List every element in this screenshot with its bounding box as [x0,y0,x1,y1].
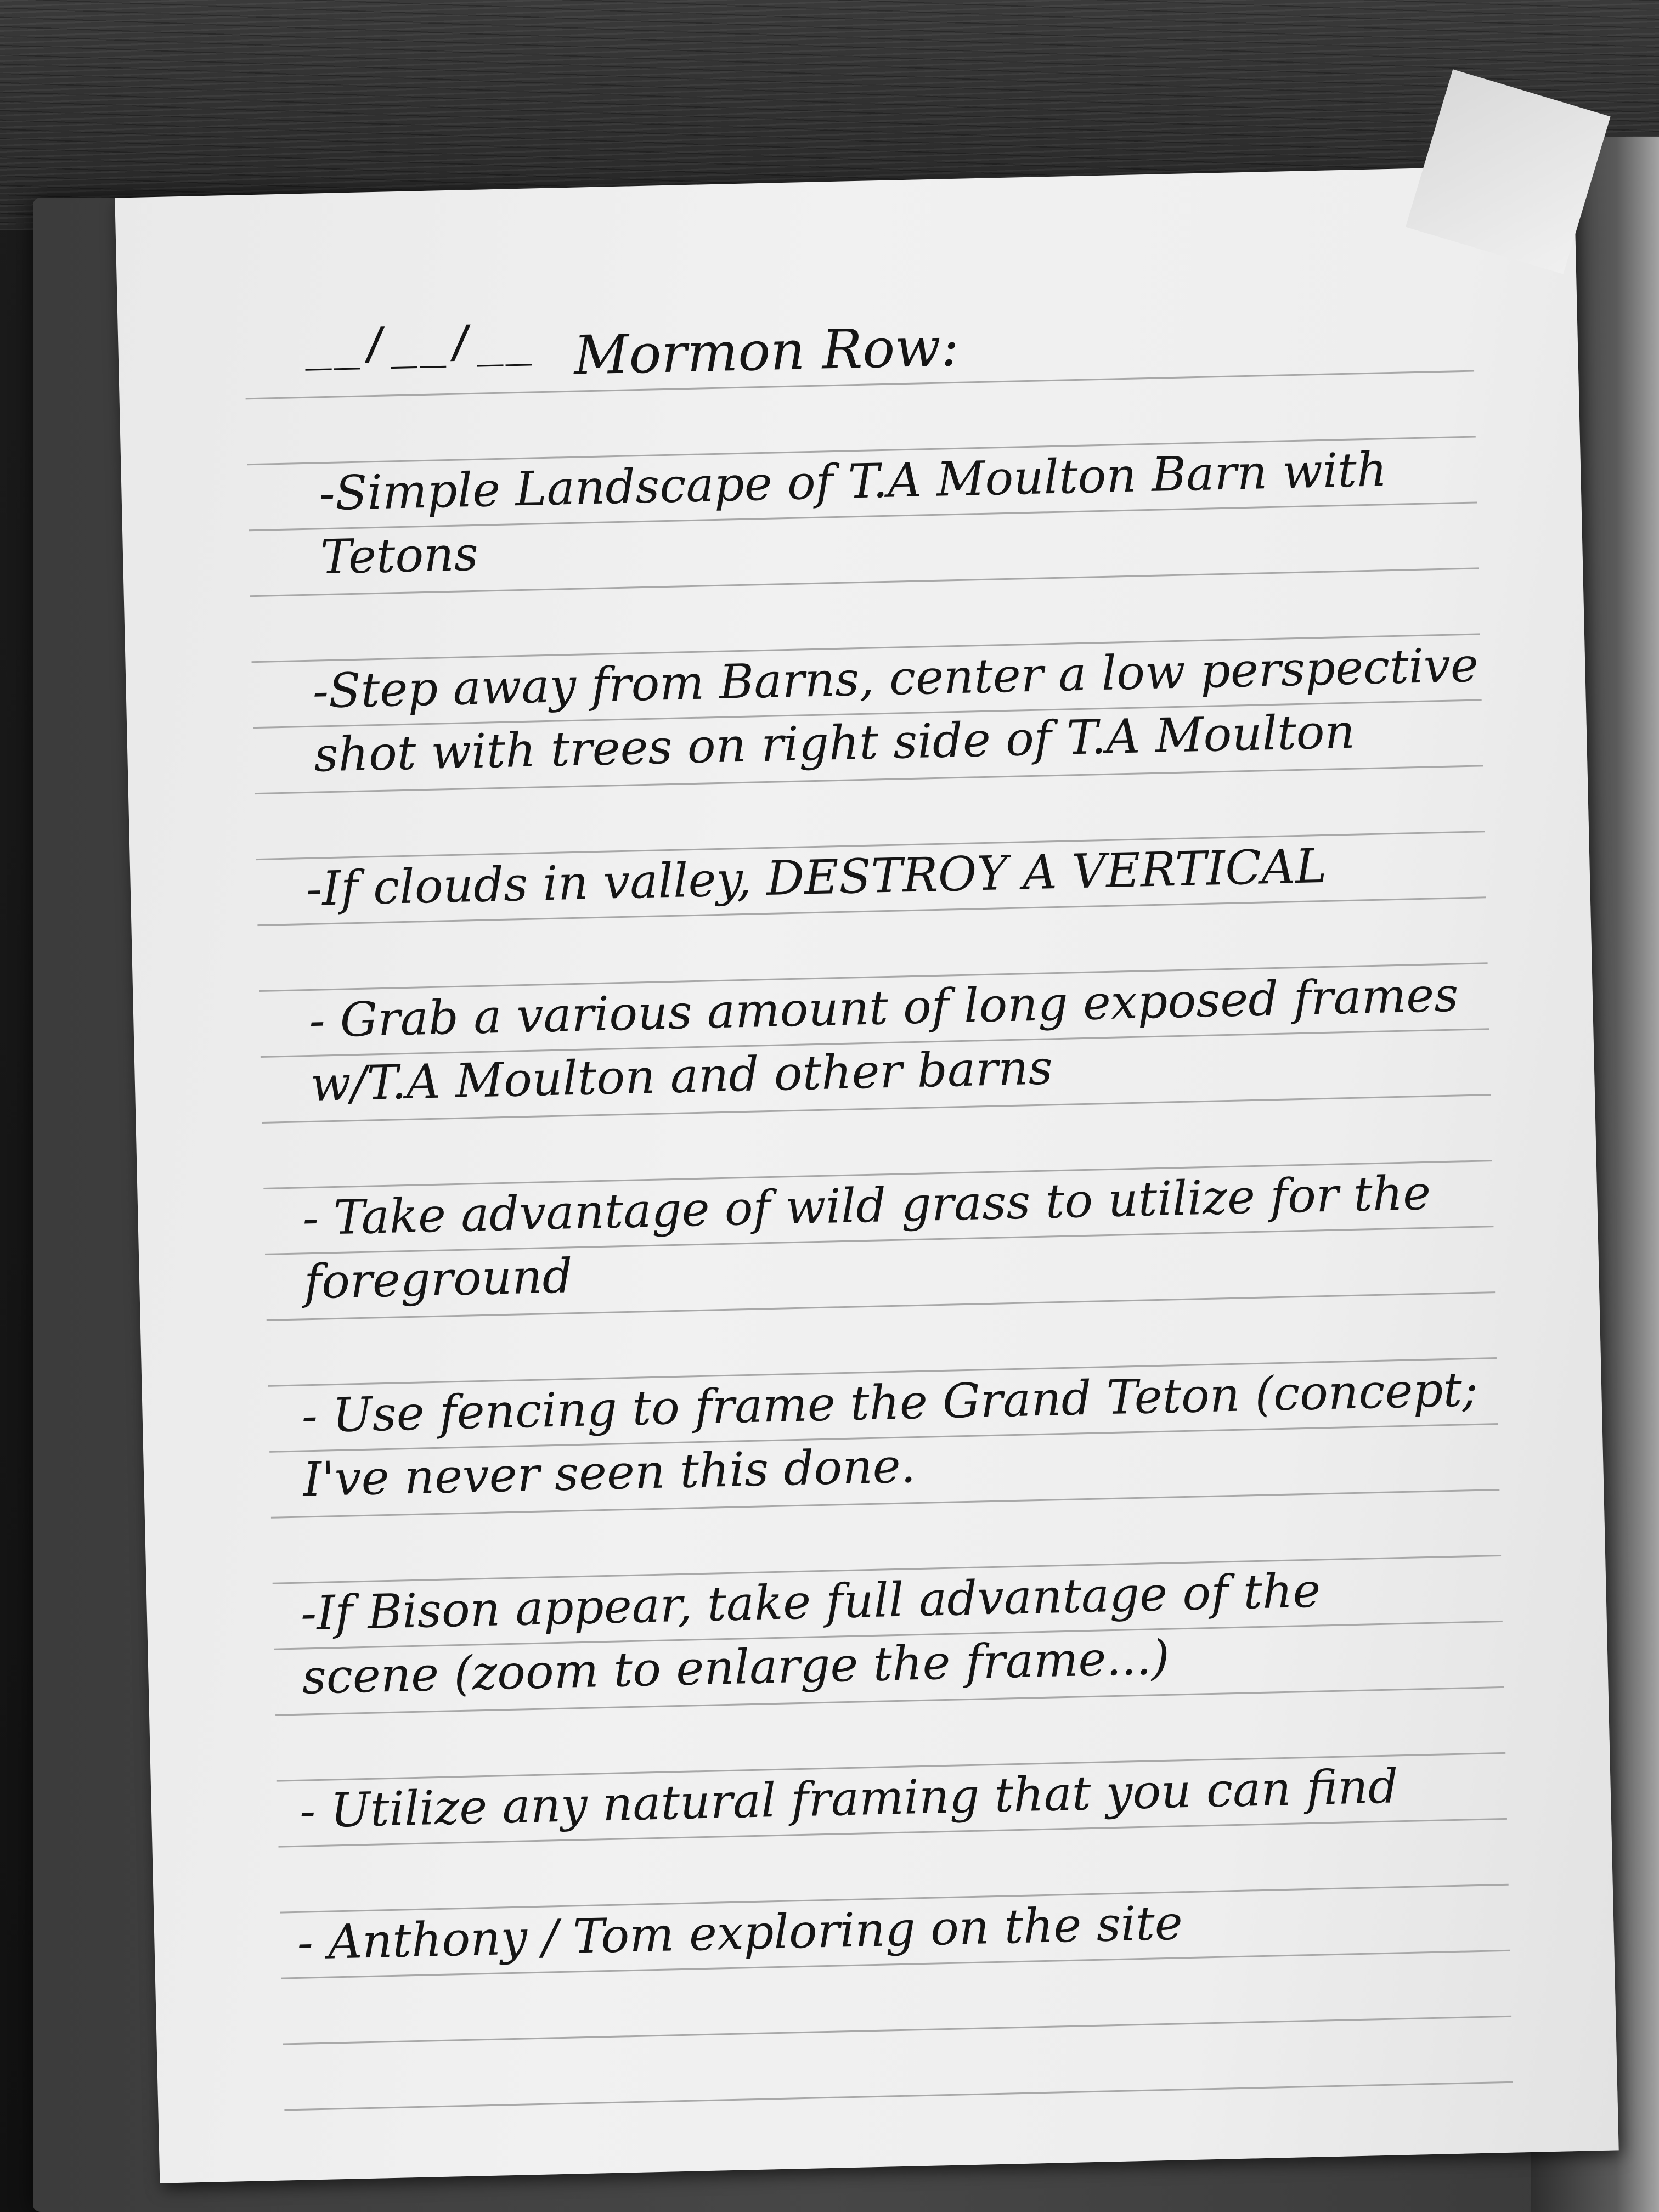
note-item-7 [300,1559,1323,1709]
note-line: I've never seen this done. [302,1438,916,1508]
note-item-5 [302,1161,1433,1314]
note-item-4 [308,963,1460,1116]
notebook-page [115,165,1618,2183]
note-item-8 [299,1754,1399,1843]
note-line: - Grab a various amount of long exposed frames [308,967,1459,1048]
note-line: w/T.A Moulton and other barns [309,1040,1053,1112]
note-line: -If Bison appear, take full advantage of the [300,1563,1322,1641]
note-line: - Take advantage of wild grass to utilize for the [302,1165,1432,1246]
note-line: shot with trees on right side of T.A Moulton [313,704,1356,783]
note-line: Tetons [320,526,479,585]
note-line: - Utilize any natural framing that you can find [298,1759,1399,1839]
note-line: - Anthony / Tom exploring on the site [296,1895,1183,1971]
date-placeholder: __/__/__ [304,314,534,371]
note-line: -If clouds in valley, DESTROY A VERTICAL [305,838,1328,917]
note-item-9 [296,1891,1183,1975]
note-line: -Step away from Barns, center a low perspective [312,637,1479,719]
note-line: foreground [303,1249,573,1310]
note-line: -Simple Landscape of T.A Moulton Barn with [318,442,1388,522]
handwritten-notes [115,165,1618,2183]
page-title: Mormon Row: [573,315,960,387]
note-item-1 [318,438,1389,589]
note-line: scene (zoom to enlarge the frame...) [301,1630,1170,1705]
note-item-3 [306,834,1328,921]
note-line: - Use fencing to frame the Grand Teton (concept; [301,1362,1479,1444]
note-item-6 [301,1358,1480,1512]
note-item-2 [312,633,1480,787]
